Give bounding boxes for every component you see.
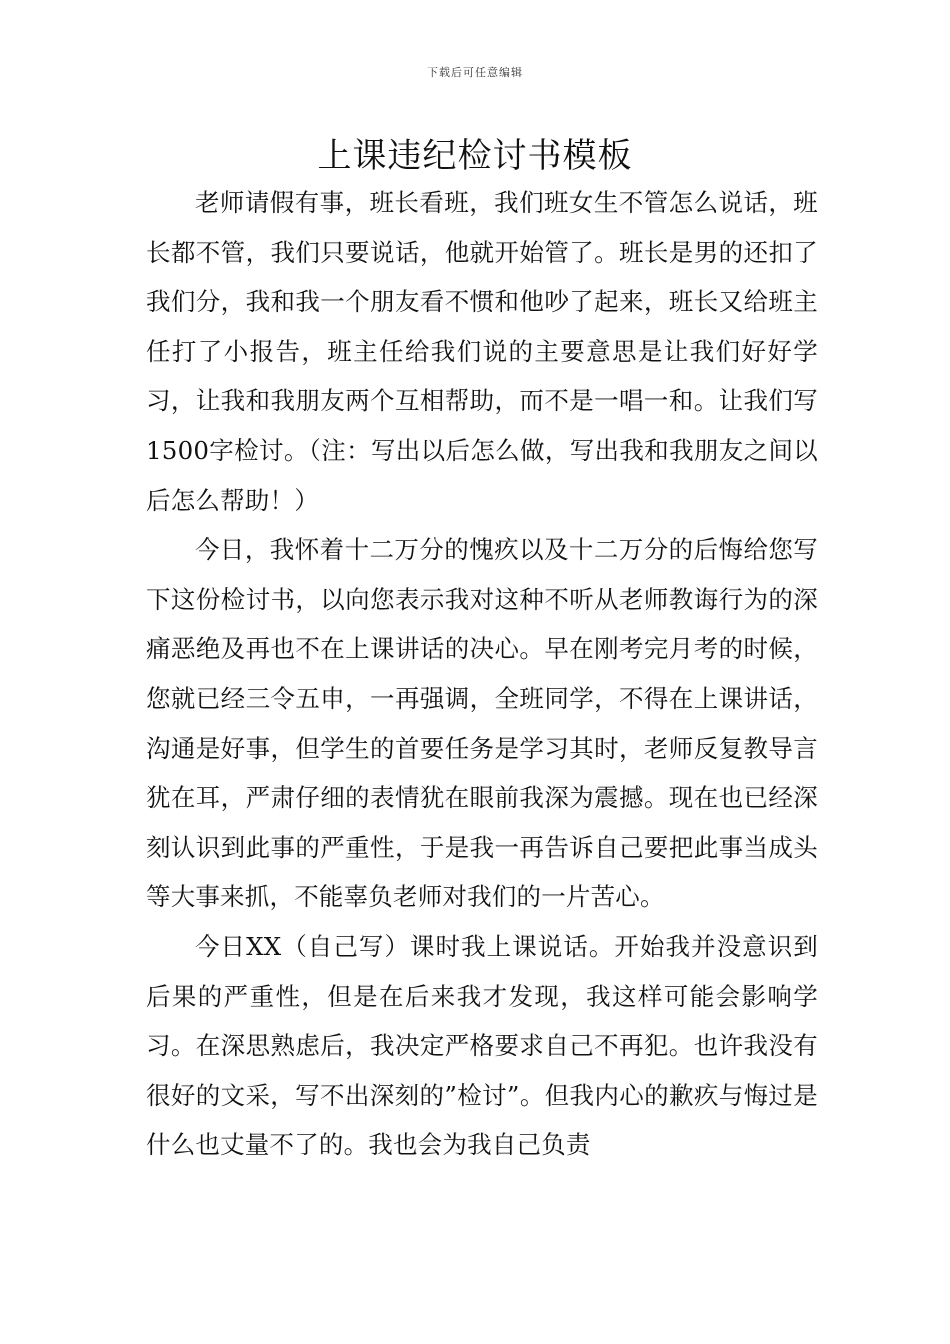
paragraph-2: 今日，我怀着十二万分的愧疚以及十二万分的后悔给您写下这份检讨书，以向您表示我对这种不听从老师教诲行为的深痛恶绝及再也不在上课讲话的决心。早在刚考完月考的时候，您就已经三令五申，一再强调，全班同学，不得在上课讲话，沟通是好事，但学生的首要任务是学习其时，老师反复教导言犹在耳，严肃仔细的表情犹在眼前我深为震撼。现在也已经深刻认识到此事的严重性，于是我一再告诉自己要把此事当成头等大事来抓，不能辜负老师对我们的一片苦心。: [146, 535, 818, 912]
header-note: 下载后可任意编辑: [427, 66, 523, 79]
document-body: [146, 178, 818, 1170]
paragraph-1: 老师请假有事，班长看班，我们班女生不管怎么说话，班长都不管，我们只要说话，他就开始管了。班长是男的还扣了我们分，我和我一个朋友看不惯和他吵了起来，班长又给班主任打了小报告，班主任给我们说的主要意思是让我们好好学习，让我和我朋友两个互相帮助，而不是一唱一和。让我们写1500字检讨。（注：写出以后怎么做，写出我和我朋友之间以后怎么帮助！）: [146, 188, 818, 515]
document-title: 上课违纪检讨书模板: [317, 136, 633, 176]
paragraph-3: 今日XX（自己写）课时我上课说话。开始我并没意识到后果的严重性，但是在后来我才发现，我这样可能会影响学习。在深思熟虑后，我决定严格要求自己不再犯。也许我没有很好的文采，写不出深刻的”检讨”。但我内心的歉疚与悔过是什么也丈量不了的。我也会为我自己负责: [146, 931, 818, 1160]
